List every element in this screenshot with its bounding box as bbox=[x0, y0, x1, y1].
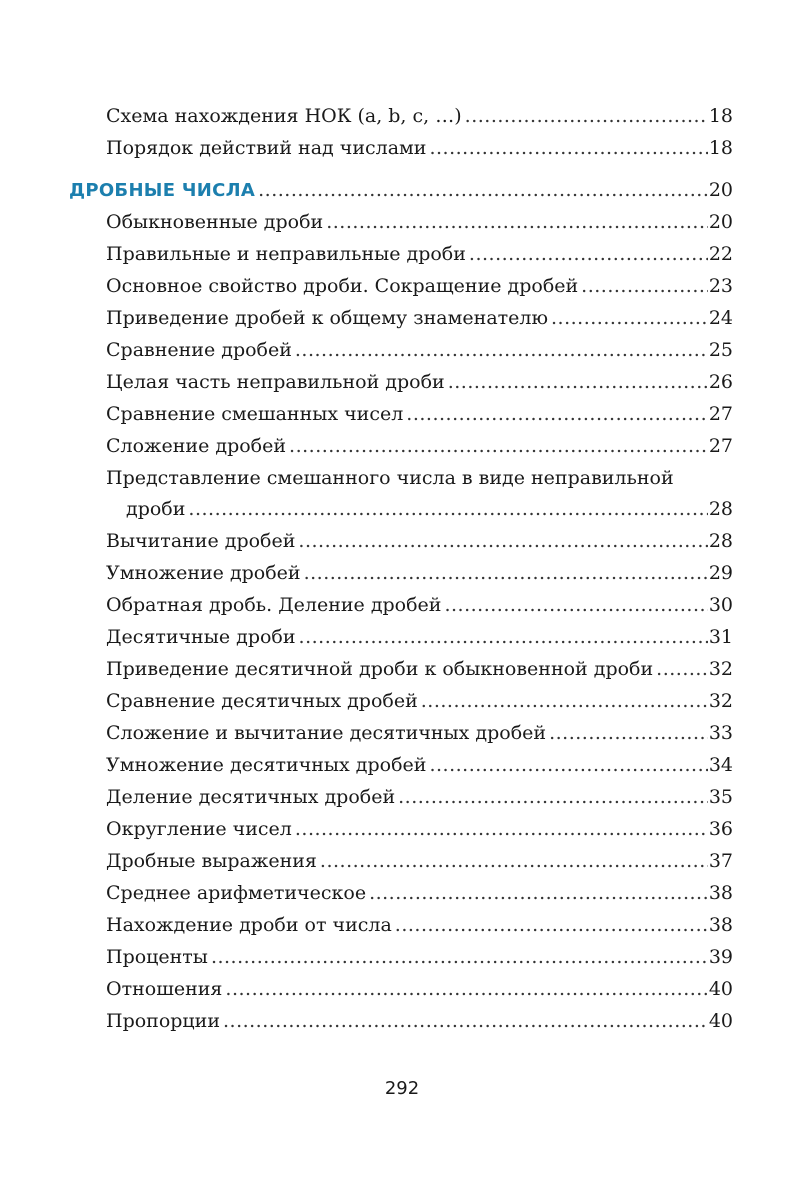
toc-entry-page: 27 bbox=[708, 403, 733, 425]
dot-leader bbox=[444, 590, 707, 620]
dot-leader bbox=[469, 239, 708, 269]
dot-leader bbox=[421, 686, 708, 716]
toc-entry bbox=[106, 335, 733, 365]
toc-entry bbox=[106, 558, 733, 588]
toc-entry-page: 27 bbox=[708, 435, 733, 457]
toc-entry bbox=[106, 718, 733, 748]
toc-entry-title: Отношения bbox=[106, 978, 223, 1000]
toc-entry-title: Приведение десятичной дроби к обыкновенной дроби bbox=[106, 658, 654, 680]
toc-entry-page: 29 bbox=[708, 562, 733, 584]
toc-entry bbox=[106, 303, 733, 333]
toc-entry-page: 30 bbox=[708, 594, 733, 616]
toc-entry bbox=[106, 101, 733, 131]
dot-leader bbox=[299, 622, 708, 652]
toc-entry-title-continuation: дроби bbox=[126, 498, 186, 520]
toc-entry bbox=[106, 782, 733, 812]
dot-leader bbox=[395, 910, 708, 940]
dot-leader bbox=[295, 814, 708, 844]
toc-entry bbox=[106, 622, 733, 652]
dot-leader bbox=[304, 558, 708, 588]
toc-entry bbox=[106, 271, 733, 301]
toc-entry-page: 40 bbox=[708, 1010, 733, 1032]
dot-leader bbox=[298, 526, 707, 556]
dot-leader bbox=[406, 399, 708, 429]
toc-entry-page: 34 bbox=[708, 754, 733, 776]
dot-leader bbox=[398, 782, 708, 812]
section-title: ДРОБНЫЕ ЧИСЛА bbox=[69, 180, 256, 201]
dot-leader bbox=[551, 303, 708, 333]
toc-entry-title: Обратная дробь. Деление дробей bbox=[106, 594, 442, 616]
toc-entry-page: 18 bbox=[708, 137, 733, 159]
dot-leader bbox=[258, 175, 708, 205]
dot-leader bbox=[225, 974, 707, 1004]
dot-leader bbox=[211, 942, 708, 972]
dot-leader bbox=[429, 133, 707, 163]
toc-entry-title: Схема нахождения НОК (a, b, c, …) bbox=[106, 105, 462, 127]
toc-entry-page: 23 bbox=[708, 275, 733, 297]
toc-entry bbox=[106, 942, 733, 972]
toc-entry-multiline bbox=[106, 463, 733, 493]
toc-entry bbox=[106, 367, 733, 397]
toc-entry bbox=[106, 239, 733, 269]
toc-entry-title: Сложение и вычитание десятичных дробей bbox=[106, 722, 547, 744]
toc-entry bbox=[106, 590, 733, 620]
toc-entry-page: 25 bbox=[708, 339, 733, 361]
toc-entry bbox=[106, 654, 733, 684]
dot-leader bbox=[448, 367, 708, 397]
toc-entry-title: Дробные выражения bbox=[106, 850, 317, 872]
toc-entry-title: Целая часть неправильной дроби bbox=[106, 371, 445, 393]
toc-entry-title: Умножение десятичных дробей bbox=[106, 754, 427, 776]
toc-entry-title: Сравнение смешанных чисел bbox=[106, 403, 404, 425]
toc-entry-page: 39 bbox=[708, 946, 733, 968]
page-number: 292 bbox=[384, 1078, 420, 1099]
toc-entry bbox=[106, 974, 733, 1004]
toc-entry-page: 37 bbox=[708, 850, 733, 872]
toc-entry bbox=[106, 207, 733, 237]
toc-entry-title: Вычитание дробей bbox=[106, 530, 296, 552]
toc-entry-page: 22 bbox=[708, 243, 733, 265]
dot-leader bbox=[289, 431, 708, 461]
toc-entry bbox=[106, 750, 733, 780]
dot-leader bbox=[656, 654, 708, 684]
toc-entry bbox=[106, 399, 733, 429]
toc-entry-title: Приведение дробей к общему знаменателю bbox=[106, 307, 549, 329]
toc-entry bbox=[106, 133, 733, 163]
toc-entry-page: 26 bbox=[708, 371, 733, 393]
dot-leader bbox=[465, 101, 708, 131]
toc-entry-page: 35 bbox=[708, 786, 733, 808]
toc-entry-page: 24 bbox=[708, 307, 733, 329]
dot-leader bbox=[429, 750, 707, 780]
toc-entry-page: 32 bbox=[708, 690, 733, 712]
toc-entry bbox=[106, 526, 733, 556]
dot-leader bbox=[369, 878, 708, 908]
toc-entry-page: 18 bbox=[708, 105, 733, 127]
toc-entry-page: 28 bbox=[708, 530, 733, 552]
toc-entry bbox=[106, 1006, 733, 1036]
toc-entry-title: Обыкновенные дроби bbox=[106, 211, 324, 233]
dot-leader bbox=[549, 718, 708, 748]
toc-entry-title: Округление чисел bbox=[106, 818, 292, 840]
toc-entry-title: Деление десятичных дробей bbox=[106, 786, 396, 808]
toc-entry bbox=[106, 846, 733, 876]
toc-entry-page: 28 bbox=[708, 498, 733, 520]
toc-entry-title: Нахождение дроби от числа bbox=[106, 914, 392, 936]
toc-entry bbox=[106, 686, 733, 716]
toc-entry-title: Умножение дробей bbox=[106, 562, 301, 584]
dot-leader bbox=[326, 207, 708, 237]
toc-entry-title: Среднее арифметическое bbox=[106, 882, 367, 904]
toc-entry-page: 36 bbox=[708, 818, 733, 840]
toc-entry-title: Проценты bbox=[106, 946, 208, 968]
toc-entry-continuation bbox=[126, 494, 733, 524]
toc-entry-page: 32 bbox=[708, 658, 733, 680]
toc-entry bbox=[106, 878, 733, 908]
toc-entry-page: 31 bbox=[708, 626, 733, 648]
toc-entry-title: Представление смешанного числа в виде неправильной bbox=[106, 467, 674, 489]
toc-entry-title: Порядок действий над числами bbox=[106, 137, 427, 159]
toc-entry bbox=[106, 910, 733, 940]
toc-entry-title: Сложение дробей bbox=[106, 435, 287, 457]
toc-entry-page: 40 bbox=[708, 978, 733, 1000]
toc-entry-page: 33 bbox=[708, 722, 733, 744]
toc-section-heading bbox=[69, 175, 733, 205]
toc-entry-page: 38 bbox=[708, 882, 733, 904]
toc-entry-title: Сравнение десятичных дробей bbox=[106, 690, 418, 712]
dot-leader bbox=[188, 494, 707, 524]
toc-entry bbox=[106, 431, 733, 461]
toc-entry-title: Десятичные дроби bbox=[106, 626, 296, 648]
dot-leader bbox=[223, 1006, 708, 1036]
toc-entry-title: Пропорции bbox=[106, 1010, 220, 1032]
toc-entry bbox=[106, 814, 733, 844]
toc-entry-page: 38 bbox=[708, 914, 733, 936]
toc-entry-title: Правильные и неправильные дроби bbox=[106, 243, 466, 265]
dot-leader bbox=[581, 271, 708, 301]
toc-entry-page: 20 bbox=[708, 211, 733, 233]
dot-leader bbox=[295, 335, 708, 365]
toc-entry-page: 20 bbox=[708, 179, 733, 201]
toc-entry-title: Сравнение дробей bbox=[106, 339, 292, 361]
dot-leader bbox=[320, 846, 708, 876]
toc-entry-title: Основное свойство дроби. Сокращение дробей bbox=[106, 275, 579, 297]
